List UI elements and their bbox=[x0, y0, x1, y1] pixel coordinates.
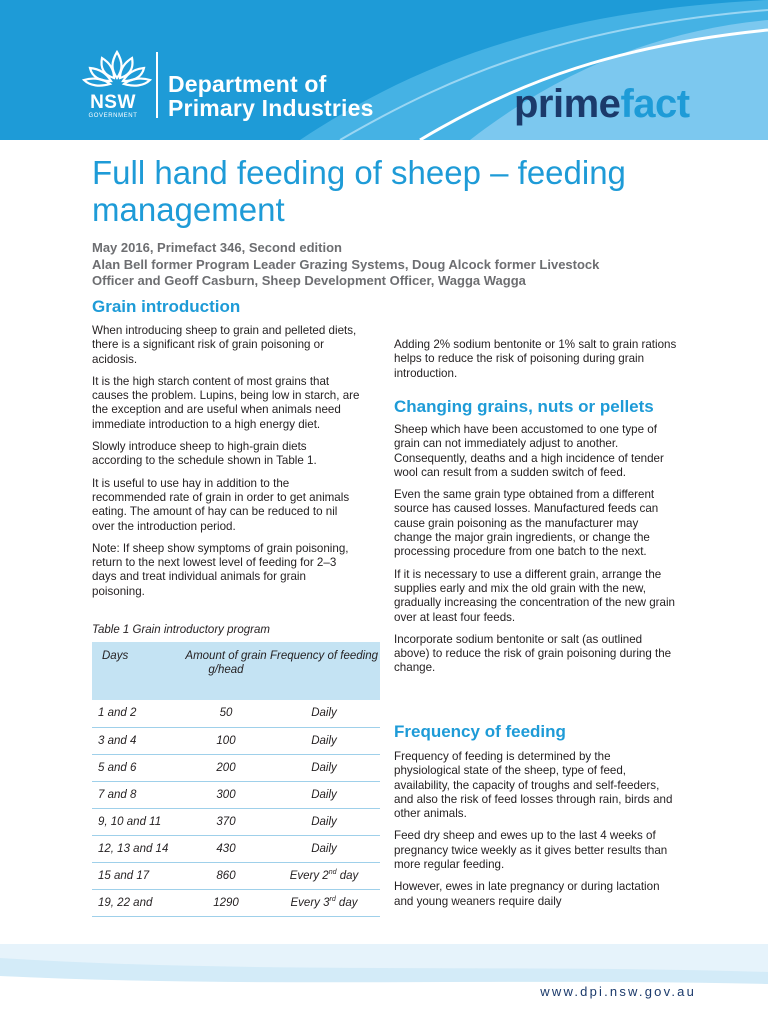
cell-days: 12, 13 and 14 bbox=[92, 835, 184, 862]
table-row bbox=[92, 808, 380, 835]
table-row bbox=[92, 889, 380, 916]
cell-amount: 200 bbox=[184, 754, 268, 781]
header-frequency: Frequency of feeding bbox=[269, 650, 379, 662]
cell-amount: 1290 bbox=[184, 889, 268, 916]
authors-line-2: Officer and Geoff Casburn, Sheep Development Officer, Wagga Wagga bbox=[92, 273, 526, 288]
logo-divider bbox=[156, 52, 158, 118]
paragraph: It is useful to use hay in addition to the recommended rate of grain in order to get animals eating. The amount of hay can be reduced to nil over the introduction period. bbox=[92, 476, 350, 533]
date-line: May 2016, Primefact 346, Second edition bbox=[92, 240, 342, 255]
cell-amount: 300 bbox=[184, 781, 268, 808]
cell-days: 5 and 6 bbox=[92, 754, 184, 781]
right-column-intro bbox=[394, 338, 678, 389]
cell-frequency: Daily bbox=[268, 808, 380, 835]
paragraph: Incorporate sodium bentonite or salt (as outlined above) to reduce the risk of grain poisoning during the change. bbox=[394, 632, 672, 675]
cell-frequency: Every 3rd day bbox=[268, 889, 380, 916]
cell-amount: 370 bbox=[184, 808, 268, 835]
left-column-text bbox=[92, 324, 360, 607]
header-amount: Amount of grain g/head bbox=[185, 650, 267, 676]
document-title: Full hand feeding of sheep – feeding management bbox=[92, 154, 626, 228]
paragraph: Note: If sheep show symptoms of grain poisoning, return to the next lowest level of feeding for 2–3 days and treat individual animals for grain poisoning. bbox=[92, 541, 349, 598]
document-meta bbox=[92, 240, 712, 290]
header-banner bbox=[0, 0, 768, 140]
department-line-1: Department of bbox=[168, 71, 327, 97]
cell-days: 15 and 17 bbox=[92, 862, 184, 889]
department-name bbox=[168, 72, 374, 120]
cell-amount: 860 bbox=[184, 862, 268, 889]
header-days: Days bbox=[102, 650, 129, 662]
heading-changing-grains: Changing grains, nuts or pellets bbox=[394, 397, 654, 416]
paragraph: Frequency of feeding is determined by the physiological state of the sheep, type of feed, availability, the capacity of troughs and self-feeders, and also the risk of feed losses through rain, birds and other animals. bbox=[394, 750, 673, 821]
primefact-brand bbox=[514, 82, 690, 127]
table-row bbox=[92, 835, 380, 862]
paragraph: Adding 2% sodium bentonite or 1% salt to grain rations helps to reduce the risk of poisoning during grain introduction. bbox=[394, 338, 677, 380]
nsw-waratah-logo bbox=[78, 48, 156, 132]
table-row bbox=[92, 754, 380, 781]
cell-days: 9, 10 and 11 bbox=[92, 808, 184, 835]
heading-grain-introduction: Grain introduction bbox=[92, 297, 241, 316]
right-column-changing bbox=[394, 423, 678, 684]
cell-frequency: Every 2nd day bbox=[268, 862, 380, 889]
table-row bbox=[92, 862, 380, 889]
website-url: www.dpi.nsw.gov.au bbox=[540, 984, 696, 999]
table-row bbox=[92, 700, 380, 727]
cell-frequency: Daily bbox=[268, 700, 380, 727]
table-row bbox=[92, 727, 380, 754]
paragraph: Feed dry sheep and ewes up to the last 4 weeks of pregnancy twice weekly as it gives better results than more regular feeding. bbox=[394, 829, 668, 872]
paragraph: Slowly introduce sheep to high-grain diets according to the schedule shown in Table 1. bbox=[92, 440, 317, 468]
government-wordmark: GOVERNMENT bbox=[88, 113, 138, 119]
paragraph: When introducing sheep to grain and pelleted diets, there is a significant risk of grain poisoning or acidosis. bbox=[92, 324, 357, 366]
cell-frequency: Daily bbox=[268, 781, 380, 808]
table-header-row bbox=[92, 642, 380, 700]
department-line-2: Primary Industries bbox=[168, 95, 374, 121]
brand-fact: fact bbox=[620, 82, 690, 126]
table-caption: Table 1 Grain introductory program bbox=[92, 624, 270, 636]
heading-frequency-of-feeding: Frequency of feeding bbox=[394, 722, 566, 741]
grain-introduction-table bbox=[92, 642, 380, 917]
cell-days: 7 and 8 bbox=[92, 781, 184, 808]
paragraph: However, ewes in late pregnancy or during lactation and young weaners require daily bbox=[394, 880, 660, 908]
cell-frequency: Daily bbox=[268, 727, 380, 754]
cell-amount: 430 bbox=[184, 835, 268, 862]
cell-days: 3 and 4 bbox=[92, 727, 184, 754]
cell-frequency: Daily bbox=[268, 835, 380, 862]
paragraph: Sheep which have been accustomed to one type of grain can not immediately adjust to another. Consequently, deaths and a high incidence of tender wool can result from a sudden switch of feed. bbox=[394, 423, 664, 479]
brand-prime: prime bbox=[514, 82, 621, 126]
table-row bbox=[92, 781, 380, 808]
cell-days: 1 and 2 bbox=[92, 700, 184, 727]
nsw-wordmark: NSW bbox=[90, 92, 136, 113]
cell-days: 19, 22 and bbox=[92, 889, 184, 916]
cell-amount: 100 bbox=[184, 727, 268, 754]
paragraph: Even the same grain type obtained from a different source has caused losses. Manufactured feeds can cause grain poisoning as the manufacturer may change the major grain ingredients, or change the processing procedure from one batch to the next. bbox=[394, 488, 659, 559]
cell-amount: 50 bbox=[184, 700, 268, 727]
paragraph: It is the high starch content of most grains that causes the problem. Lupins, being low in starch, are the exception and are useful when animals need immediate introduction to a high energy diet. bbox=[92, 374, 360, 431]
right-column-frequency bbox=[394, 750, 678, 917]
paragraph: If it is necessary to use a different grain, arrange the supplies early and mix the old grain with the new, gradually increasing the concentration of the new grain over at least four feeds. bbox=[394, 567, 676, 624]
cell-frequency: Daily bbox=[268, 754, 380, 781]
authors-line-1: Alan Bell former Program Leader Grazing Systems, Doug Alcock former Livestock bbox=[92, 256, 600, 272]
